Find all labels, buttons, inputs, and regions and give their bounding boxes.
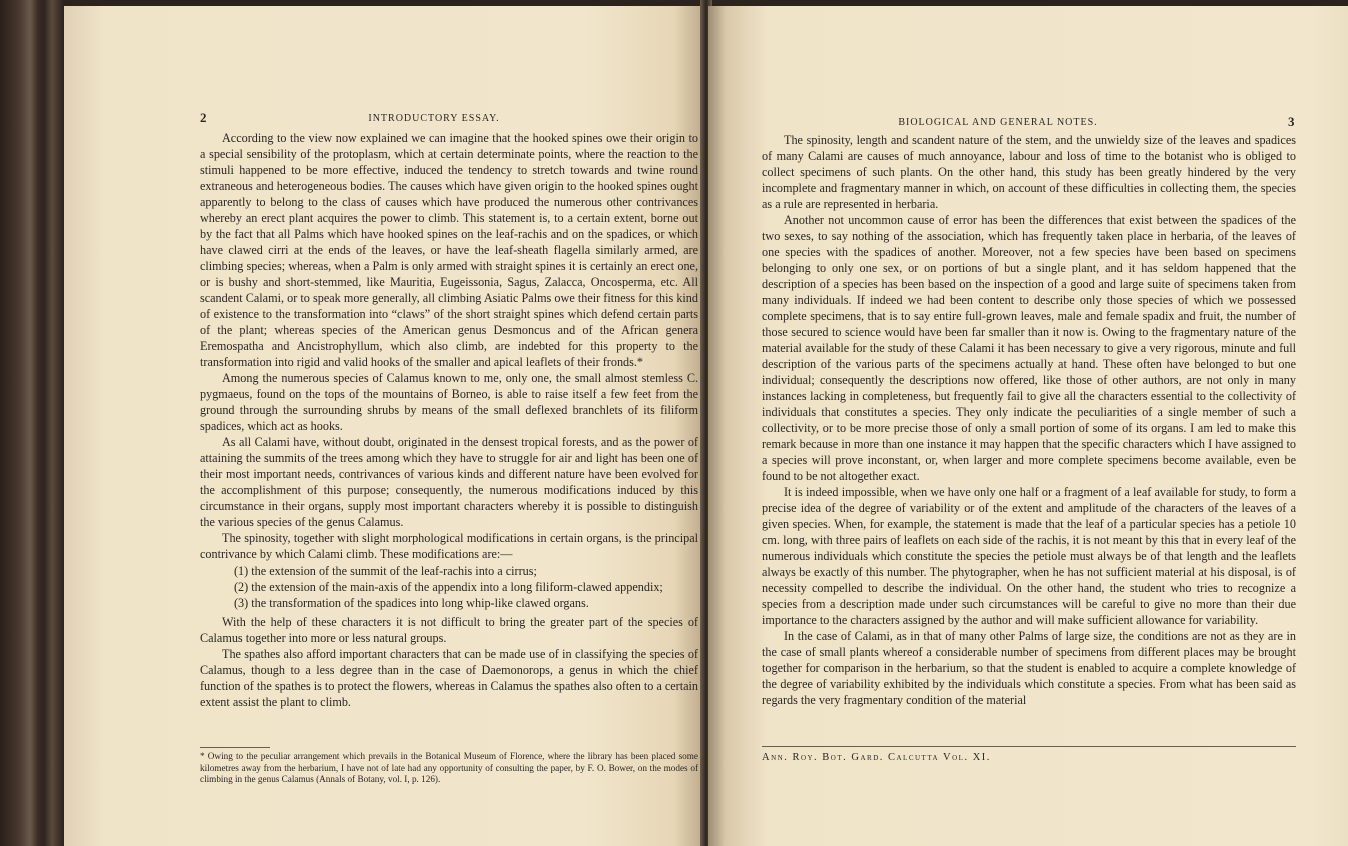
left-page	[64, 6, 706, 846]
paragraph: In the case of Calami, as in that of many other Palms of large size, the conditions are not as they are in the case of small plants whereof a considerable number of specimens from different places may be brought together for comparison in the herbarium, so that the student is enabled to acquire a complete knowledge of the degree of variability exhibited by the individuals which constitute a species. From what has been said as regards the very fragmentary condition of the material	[762, 629, 1296, 707]
right-body	[762, 132, 1296, 708]
list-item: (2) the extension of the main-axis of the appendix into a long filiform-clawed appendix;	[234, 580, 663, 594]
paragraph: The spathes also afford important characters that can be made use of in classifying the species of Calamus, though to a less degree than in the case of Daemonorops, a genus in which the chief function of the spathes is to protect the flowers, whereas in Calamus the spathes also often to a certain extent assist the plant to climb.	[200, 647, 698, 709]
page-number: 2	[200, 110, 207, 125]
paragraph: According to the view now explained we can imagine that the hooked spines owe their origin to a special sensibility of the protoplasm, which at certain determinate points, where the reaction to the stimuli happened to be more effective, induced the tendency to stretch towards and twine round extraneous and heterogeneous bodies. The causes which have given origin to the hooked spines ought apparently to belong to the class of causes which have produced the numerous other contrivances whereby an erect plant acquires the power to climb. This statement is, to a certain extent, borne out by the fact that all Palms which have hooked spines on the leaf-rachis and on the spadices, or which have clawed cirri at the ends of the leaves, or have the leaf-sheath flagella similarly armed, are climbing species; whereas, when a Palm is only armed with straight spines it is certainly an erect one, or is bushy and short-stemmed, like Mauritia, Eugeissonia, Sagus, Zalacca, Oncosperma, etc. All scandent Calami, or to speak more generally, all climbing Asiatic Palms owe their fitness for this kind of existence to the transformation into “claws” of the short straight spines which defend certain parts of the plant; whereas species of the American genus Desmoncus and of the African genera Eremospatha and Ancistrophyllum, which also climb, are indebted for this property to the transformation into rigid and valid hooks of the smaller and apical leaflets of their fronds.*	[200, 131, 698, 369]
running-head: INTRODUCTORY ESSAY.	[368, 113, 500, 124]
paragraph: Another not uncommon cause of error has been the differences that exist between the spadices of the two sexes, to say nothing of the association, which has frequently taken place in herbaria, of the leaves of one species with the spadices of another. Moreover, not a few species have been based on specimens belonging to only one sex, or on portions of but a single plant, and it has seldom happened that the description of a species has been based on the inspection of a good and large suite of specimens taken from many individuals. If indeed we had been content to describe only those species of which we possessed complete specimens, that is to say entire full-grown leaves, male and female spadix and fruit, the number of those secured to science would have been far smaller than it now is. Owing to the fragmentary nature of the material available for the study of these Calami it has been necessary to give a very rigorous, minute and full description of the various parts of the specimens actually at hand. These often have belonged to but one individual; consequently the descriptions now offered, like those of other authors, are not only in many instances lacking in completeness, but frequently fail to give all the characters essential to the collectivity of individuals that constitutes a species. They only indicate the peculiarities of a single member of such a collectivity, or to be more precise those of only a small portion of some of its organs. I am led to make this remark because in more than one instance it may happen that the specific characters which I have assigned to a species will prove inconstant, or, when larger and more complete specimens become available, even be found to be not altogether exact.	[762, 213, 1296, 483]
list-item: (1) the extension of the summit of the leaf-rachis into a cirrus;	[234, 564, 537, 578]
footnote-rule	[200, 747, 270, 748]
paragraph: The spinosity, together with slight morphological modifications in certain organs, is the principal contrivance by which Calami climb. These modifications are:—	[200, 531, 698, 561]
paragraph: Among the numerous species of Calamus known to me, only one, the small almost stemless C. pygmaeus, found on the tops of the mountains of Borneo, is able to raise itself a few feet from the ground through the surrounding shrubs by means of the small deflexed branchlets of its filiform spadices, which act as hooks.	[200, 371, 698, 433]
modifications-list	[200, 563, 698, 611]
paragraph: As all Calami have, without doubt, originated in the densest tropical forests, and as the power of attaining the summits of the trees among which they have to struggle for air and light has been one of their most important needs, contrivances of various kinds and different nature have been evolved for the accomplishment of this purpose; consequently, the numerous modifications induced by this circumstance in their organs, supply most important characters whereby it is possible to distinguish the various species of the genus Calamus.	[200, 435, 698, 529]
running-head: BIOLOGICAL AND GENERAL NOTES.	[898, 117, 1098, 128]
footnote: * Owing to the peculiar arrangement which prevails in the Botanical Museum of Florence, where the library has been placed some kilometres away from the herbarium, I have not of late had any opportunity of consulting the paper, by F. O. Bower, on the modes of climbing in the genus Calamus (Annals of Botany, vol. I, p. 126).	[200, 751, 698, 784]
footer-rule	[762, 746, 1296, 747]
journal-footer: Ann. Roy. Bot. Gard. Calcutta Vol. XI.	[762, 752, 991, 763]
left-body	[200, 130, 698, 710]
paragraph: It is indeed impossible, when we have only one half or a fragment of a leaf available for study, to form a precise idea of the degree of variability or of the extent and amplitude of the characters of the leaves of a given species. When, for example, the statement is made that the leaf of a particular species has a petiole 10 cm. long, with three pairs of leaflets on each side of the rachis, it is not meant by this that in every leaf of the numerous individuals which constitute the species the petiole must always be of that length and the leaflets always be exactly of this number. The phytographer, when he has not sufficient material at his disposal, is of necessity compelled to describe the individual. On the other hand, the student who tries to recognize a species from a description made under such circumstances will be careful to give no more than their due importance to the characters assigned by the author and will make sufficient allowance for variability.	[762, 485, 1296, 627]
paragraph: With the help of these characters it is not difficult to bring the greater part of the species of Calamus together into more or less natural groups.	[200, 615, 698, 645]
right-page	[708, 6, 1348, 846]
page-number: 3	[1288, 114, 1295, 129]
paragraph: The spinosity, length and scandent nature of the stem, and the unwieldy size of the leaves and spadices of many Calami are causes of much annoyance, labour and loss of time to the botanist who is obliged to collect specimens of such plants. On the other hand, this study has been greatly hindered by the very incomplete and fragmentary manner in which, on account of these difficulties in collecting them, the species as a rule are represented in herbaria.	[762, 133, 1296, 211]
list-item: (3) the transformation of the spadices into long whip-like clawed organs.	[234, 596, 589, 610]
